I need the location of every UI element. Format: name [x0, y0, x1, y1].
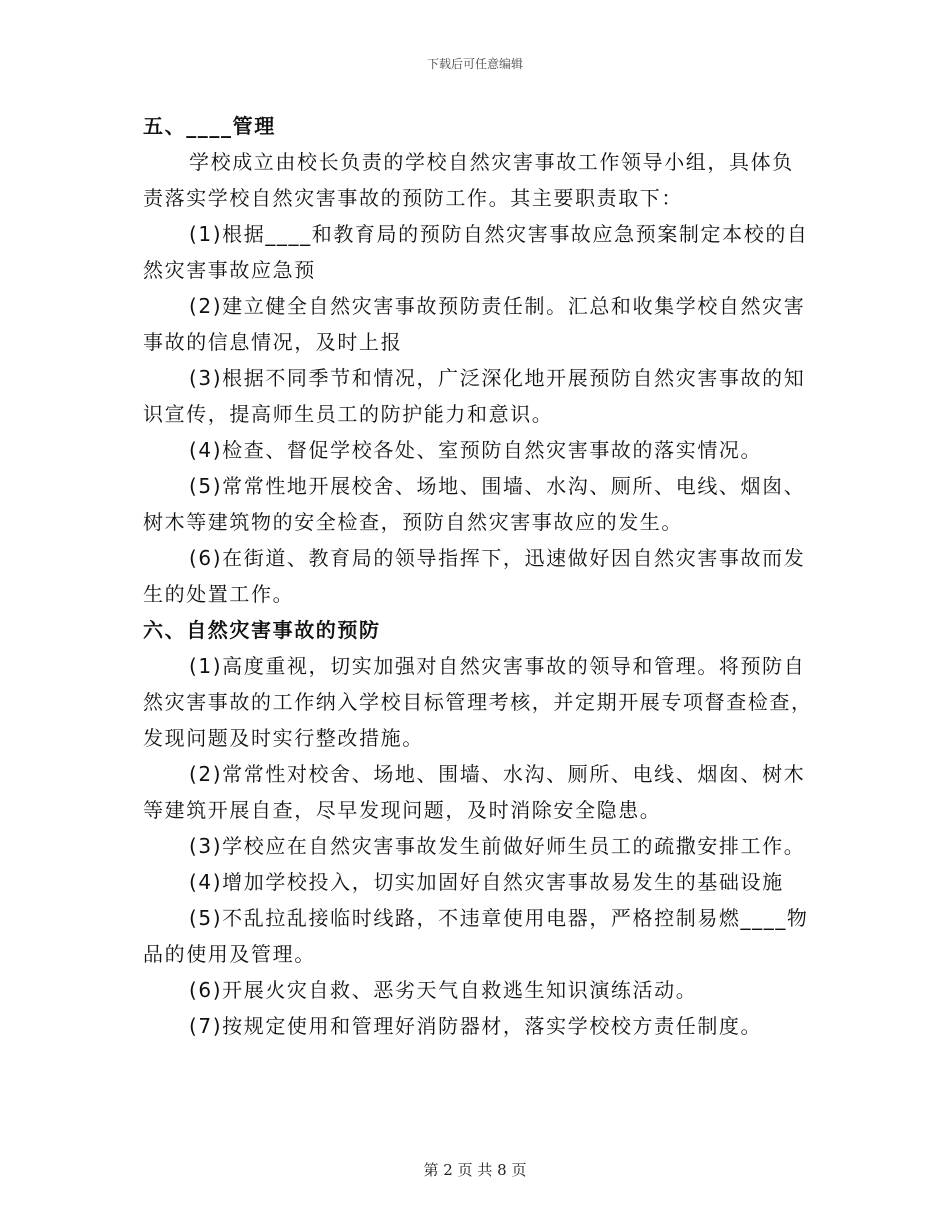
section-heading-6: 六、自然灾害事故的预防: [143, 618, 381, 642]
paragraph-line: 然灾害事故应急预: [143, 258, 316, 282]
list-item-line: (4)增加学校投入，切实加固好自然灾害事故易发生的基础设施: [189, 870, 784, 894]
list-item-line: (3)学校应在自然灾害事故发生前做好师生员工的疏撒安排工作。: [189, 834, 806, 858]
list-item-line: (5)不乱拉乱接临时线路，不违章使用电器，严格控制易燃____物: [189, 906, 809, 930]
paragraph-line: 生的处置工作。: [143, 582, 295, 606]
paragraph-line: 发现问题及时实行整改措施。: [143, 726, 424, 750]
list-item-line: (4)检查、督促学校各处、室预防自然灾害事故的落实情况。: [189, 438, 763, 462]
list-item-line: (6)在街道、教育局的领导指挥下，迅速做好因自然灾害事故而发: [189, 546, 806, 570]
paragraph-line: 品的使用及管理。: [143, 942, 316, 966]
document-body: [143, 108, 813, 1044]
list-item-line: (7)按规定使用和管理好消防器材，落实学校校方责任制度。: [189, 1014, 763, 1038]
paragraph-line: 识宣传，提高师生员工的防护能力和意识。: [143, 402, 554, 426]
paragraph-line: 树木等建筑物的安全检查，预防自然灾害事故应的发生。: [143, 510, 683, 534]
list-item-line: (2)建立健全自然灾害事故预防责任制。汇总和收集学校自然灾害: [189, 294, 806, 318]
paragraph-line: 等建筑开展自查，尽早发现问题，及时消除安全隐患。: [143, 798, 662, 822]
paragraph-line: 然灾害事故的工作纳入学校目标管理考核，并定期开展专项督查检查，: [143, 690, 813, 714]
header-note: 下载后可任意编辑: [426, 57, 523, 71]
list-item-line: (2)常常性对校舍、场地、围墙、水沟、厕所、电线、烟囱、树木: [189, 762, 806, 786]
section-heading-5: 五、____管理: [143, 114, 276, 138]
list-item-line: (6)开展火灾自救、恶劣天气自救逃生知识演练活动。: [189, 978, 698, 1002]
paragraph-line: 事故的信息情况，及时上报: [143, 330, 403, 354]
paragraph-line: 学校成立由校长负责的学校自然灾害事故工作领导小组，具体负: [189, 150, 794, 174]
list-item-line: (3)根据不同季节和情况，广泛深化地开展预防自然灾害事故的知: [189, 366, 806, 390]
list-item-line: (1)高度重视，切实加强对自然灾害事故的领导和管理。将预防自: [189, 654, 806, 678]
list-item-line: (1)根据____和教育局的预防自然灾害事故应急预案制定本校的自: [189, 222, 809, 246]
list-item-line: (5)常常性地开展校舍、场地、围墙、水沟、厕所、电线、烟囱、: [189, 474, 806, 498]
page-number: 第 2 页 共 8 页: [423, 1161, 527, 1179]
paragraph-line: 责落实学校自然灾害事故的预防工作。其主要职责取下：: [143, 186, 683, 210]
